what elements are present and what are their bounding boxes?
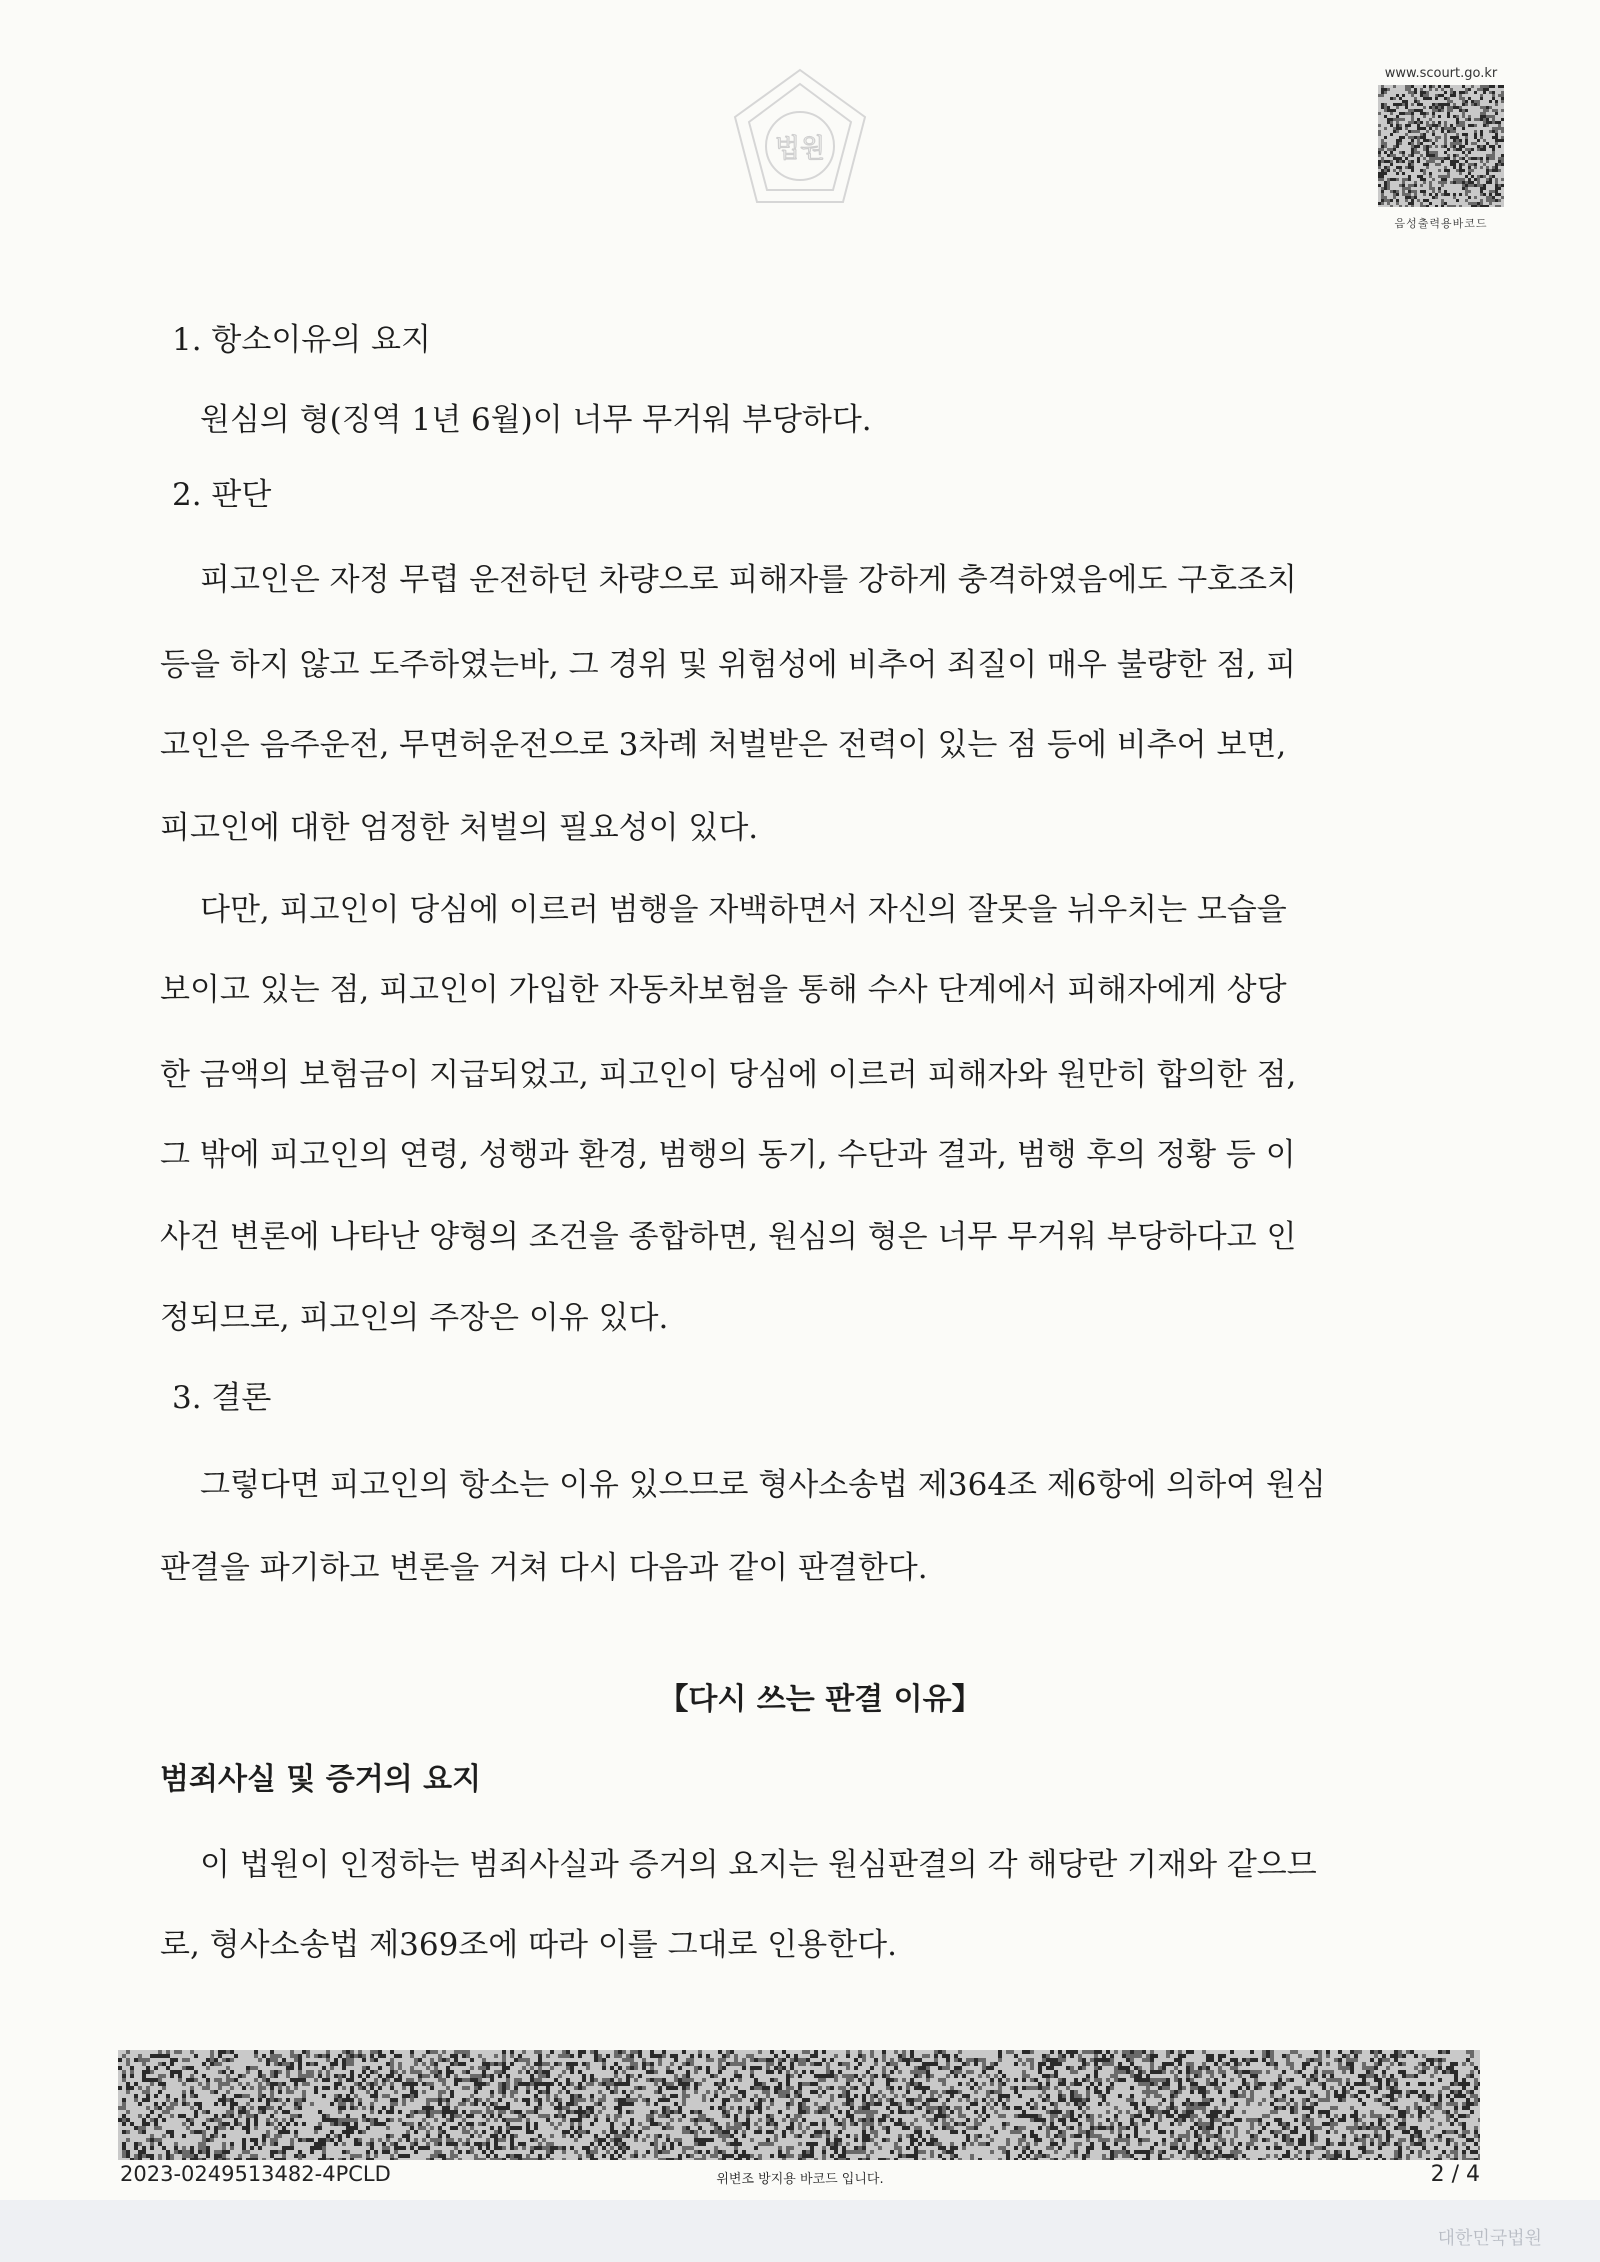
section-heading: 3. 결론 [172, 1380, 272, 1416]
body-line: 한 금액의 보험금이 지급되었고, 피고인이 당심에 이르러 피해자와 원만히 합의한 점, [160, 1057, 1297, 1093]
body-line: 이 법원이 인정하는 범죄사실과 증거의 요지는 원심판결의 각 해당란 기재와 같으므 [200, 1847, 1317, 1883]
section-title: 【다시 쓰는 판결 이유】 [658, 1682, 982, 1717]
barcode-note: 위변조 방지용 바코드 입니다. [716, 2172, 884, 2187]
page-number: 2 / 4 [1430, 2162, 1480, 2187]
body-line: 등을 하지 않고 도주하였는바, 그 경위 및 위험성에 비추어 죄질이 매우 불량한 점, 피 [160, 647, 1297, 683]
body-line: 고인은 음주운전, 무면허운전으로 3차례 처벌받은 전력이 있는 점 등에 비추어 보면, [160, 727, 1287, 763]
court-url: www.scourt.go.kr [1384, 66, 1498, 81]
body-line: 그렇다면 피고인의 항소는 이유 있으므로 형사소송법 제364조 제6항에 의하여 원심 [200, 1467, 1326, 1503]
seal-label: 법원 [774, 134, 826, 164]
body-line: 그 밖에 피고인의 연령, 성행과 환경, 범행의 동기, 수단과 결과, 범행 후의 정황 등 이 [160, 1137, 1296, 1173]
voice-output-barcode [1378, 85, 1504, 207]
footer-band [0, 2200, 1600, 2262]
court-mark: 대한민국법원 [1437, 2228, 1542, 2249]
document-id: 2023-0249513482-4PCLD [120, 2162, 391, 2186]
body-line: 사건 변론에 나타난 양형의 조건을 종합하면, 원심의 형은 너무 무거워 부당하다고 인 [160, 1219, 1297, 1255]
body-line: 판결을 파기하고 변론을 거쳐 다시 다음과 같이 판결한다. [160, 1550, 928, 1586]
body-line: 다만, 피고인이 당심에 이르러 범행을 자백하면서 자신의 잘못을 뉘우치는 모습을 [200, 892, 1287, 928]
anti-forgery-barcode [118, 2050, 1480, 2160]
section-heading: 1. 항소이유의 요지 [172, 322, 431, 358]
section-heading: 2. 판단 [172, 477, 272, 513]
body-line: 정되므로, 피고인의 주장은 이유 있다. [160, 1300, 669, 1336]
subsection-heading: 범죄사실 및 증거의 요지 [160, 1762, 482, 1797]
body-line: 피고인에 대한 엄정한 처벌의 필요성이 있다. [160, 810, 759, 846]
body-line: 원심의 형(징역 1년 6월)이 너무 무거워 부당하다. [200, 402, 872, 438]
body-line: 보이고 있는 점, 피고인이 가입한 자동차보험을 통해 수사 단계에서 피해자에게 상당 [160, 972, 1287, 1008]
body-line: 피고인은 자정 무렵 운전하던 차량으로 피해자를 강하게 충격하였음에도 구호조치 [200, 562, 1297, 598]
body-line: 로, 형사소송법 제369조에 따라 이를 그대로 인용한다. [160, 1927, 897, 1963]
voice-barcode-block [1378, 66, 1504, 231]
barcode-caption: 음성출력용바코드 [1394, 217, 1488, 230]
court-seal-watermark [725, 62, 875, 232]
